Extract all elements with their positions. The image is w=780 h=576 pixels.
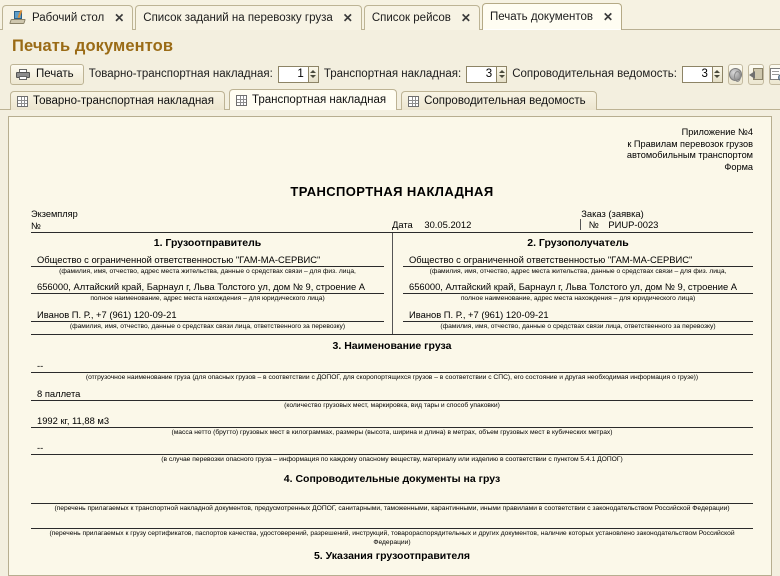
exemplar-date-row: [31, 208, 753, 232]
page-title: Печать документов: [12, 37, 174, 55]
field-caption: (перечень прилагаемых к транспортной накладной документов, предусмотренных ДОПОГ, санитарными, таможенными, карантинными, иными правилами в соответствии с законодательством Российской Федерации): [54, 504, 730, 512]
counter-stepper-ttn[interactable]: [278, 66, 319, 83]
document-header-right: [31, 127, 753, 173]
close-icon[interactable]: ✕: [342, 11, 353, 25]
counter-label-tn: Транспортная накладная:: [323, 68, 462, 80]
exemplar-number: №: [31, 221, 41, 231]
order-number-value: РИUP-0023: [608, 219, 659, 230]
printer-icon: [16, 69, 30, 80]
tab-label: Товарно-транспортная накладная: [33, 95, 214, 107]
tab-transportnaya-nakladnaya[interactable]: [229, 89, 397, 110]
grid-icon: [17, 96, 28, 107]
order-block: [392, 208, 753, 232]
section-heading: 2. Грузополучатель: [527, 237, 629, 249]
header-line: к Правилам перевозок грузов: [627, 138, 753, 149]
grid-icon: [408, 96, 419, 107]
counter-input-sv[interactable]: [682, 66, 712, 83]
toolbar: [0, 61, 780, 89]
section5-heading: 5. Указания грузоотправителя: [313, 550, 471, 563]
close-icon[interactable]: ✕: [114, 11, 125, 25]
window-tab-label: Печать документов: [489, 11, 594, 23]
close-icon[interactable]: ✕: [603, 10, 614, 24]
save-button[interactable]: [748, 64, 764, 85]
globe-button[interactable]: [728, 64, 743, 85]
field-caption: (перечень прилагаемых к грузу сертификатов, паспортов качества, удостоверений, разрешений, инструкций, товарораспорядительных и других документов, наличие которых установлено законодательством Российской Федерации): [49, 530, 735, 546]
tab-label: Сопроводительная ведомость: [424, 95, 586, 107]
window-tab-label: Список рейсов: [371, 12, 451, 24]
tab-tovarno-transportnaya-nakladnaya[interactable]: [10, 91, 225, 110]
accompanying-docs-1: [31, 491, 753, 504]
settings-page-icon: [770, 68, 780, 80]
cargo-places-value: 8 паллета: [31, 386, 753, 401]
print-button[interactable]: [10, 64, 84, 85]
field-caption: (фамилия, имя, отчество, данные о средствах связи лица, ответственного за перевозку): [440, 322, 716, 330]
section-heading: 1. Грузоотправитель: [153, 237, 262, 249]
counter-stepper-tn[interactable]: [466, 66, 507, 83]
field-caption: (фамилия, имя, отчество, данные о средствах связи лица, ответственного за перевозку): [69, 322, 346, 330]
exemplar-label: Экземпляр: [31, 209, 78, 219]
shipper-contact: Иванов П. Р., +7 (961) 120-09-21: [31, 307, 384, 322]
save-icon: [749, 68, 763, 80]
tab-soprovoditelnaya-vedomost[interactable]: [401, 91, 597, 110]
stepper-buttons[interactable]: [308, 66, 319, 83]
window-tab-trips[interactable]: [364, 5, 480, 30]
consignee-name: Общество с ограниченной ответственностью "ГАМ-МА-СЕРВИС": [403, 252, 753, 267]
stepper-buttons[interactable]: [712, 66, 723, 83]
window-tab-bar: [0, 0, 780, 30]
desktop-icon: [10, 11, 26, 25]
field-caption: полное наименование, адрес места нахождения – для юридического лица): [460, 295, 696, 303]
counter-label-sv: Сопроводительная ведомость:: [512, 68, 677, 80]
accompanying-docs-2: [31, 516, 753, 529]
header-line: Приложение №4: [681, 127, 753, 137]
document-title: ТРАНСПОРТНАЯ НАКЛАДНАЯ: [290, 184, 494, 199]
cargo-danger-value: --: [31, 440, 753, 455]
print-button-label: Печать: [36, 68, 74, 80]
field-caption: (фамилия, имя, отчество, адрес места жительства, данные о средствах связи – для физ. лица,: [429, 268, 727, 275]
parties-row: [31, 233, 753, 334]
consignee-block: [392, 233, 753, 334]
field-caption: (фамилия, имя, отчество, адрес места жительства, данные о средствах связи – для физ. лица,: [59, 268, 356, 275]
window-tab-desktop[interactable]: [2, 5, 133, 30]
order-label: Заказ (заявка): [581, 208, 644, 219]
shipper-address: 656000, Алтайский край, Барнаул г, Льва Толстого ул, дом № 9, строение А: [31, 279, 384, 294]
consignee-address: 656000, Алтайский край, Барнаул г, Льва Толстого ул, дом № 9, строение А: [403, 279, 753, 294]
counter-input-tn[interactable]: [466, 66, 496, 83]
date-label: Дата: [392, 219, 413, 230]
cargo-mass-value: 1992 кг, 11,88 м3: [31, 413, 753, 428]
consignee-contact: Иванов П. Р., +7 (961) 120-09-21: [403, 307, 753, 322]
header-line: автомобильным транспортом: [626, 150, 753, 160]
document-preview-panel[interactable]: [8, 116, 772, 576]
document-type-tabs: [0, 89, 780, 110]
globe-icon: [729, 68, 742, 81]
field-caption: (масса нетто (брутто) грузовых мест в килограммах, размеры (высота, ширина и длина) в метрах, объем грузовых мест в кубических метрах): [171, 429, 613, 437]
window-tab-print-documents[interactable]: [482, 3, 622, 30]
counter-label-ttn: Товарно-транспортная накладная:: [88, 68, 273, 80]
window-tab-cargo-tasks[interactable]: [135, 5, 362, 30]
section4-heading: 4. Сопроводительные документы на груз: [283, 472, 501, 485]
window-tab-label: Список заданий на перевозку груза: [143, 12, 333, 24]
stepper-buttons[interactable]: [496, 66, 507, 83]
exemplar-block: [31, 208, 392, 232]
date-value: 30.05.2012: [424, 219, 472, 230]
counter-input-ttn[interactable]: [278, 66, 308, 83]
close-icon[interactable]: ✕: [460, 11, 471, 25]
waybill-document: [9, 117, 771, 575]
shipper-name: Общество с ограниченной ответственностью "ГАМ-МА-СЕРВИС": [31, 252, 384, 267]
page-settings-button[interactable]: [769, 64, 780, 85]
counter-stepper-sv[interactable]: [682, 66, 723, 83]
field-caption: полное наименование, адрес места нахождения – для юридического лица): [90, 295, 325, 303]
field-caption: (отгрузочное наименование груза (для опасных грузов – в соответствии с ДОПОГ, для скоропортящихся грузов – в соответствии с СПС), его состояние и другая необходимая информация о грузе)): [85, 374, 699, 382]
shipper-block: [31, 233, 392, 334]
order-number-label: №: [588, 219, 599, 230]
field-caption: (в случае перевозки опасного груза – информация по каждому опасному веществу, материалу или изделию в соответствии с пунктом 5.4.1 ДОПОГ): [161, 456, 623, 464]
tab-label: Транспортная накладная: [251, 94, 387, 106]
cargo-name-value: --: [31, 358, 753, 373]
window-tab-label: Рабочий стол: [32, 12, 105, 24]
header-line: Форма: [724, 161, 753, 172]
field-caption: (количество грузовых мест, маркировка, вид тары и способ упаковки): [284, 401, 500, 409]
grid-icon: [236, 95, 247, 106]
section3-heading: 3. Наименование груза: [332, 340, 452, 353]
